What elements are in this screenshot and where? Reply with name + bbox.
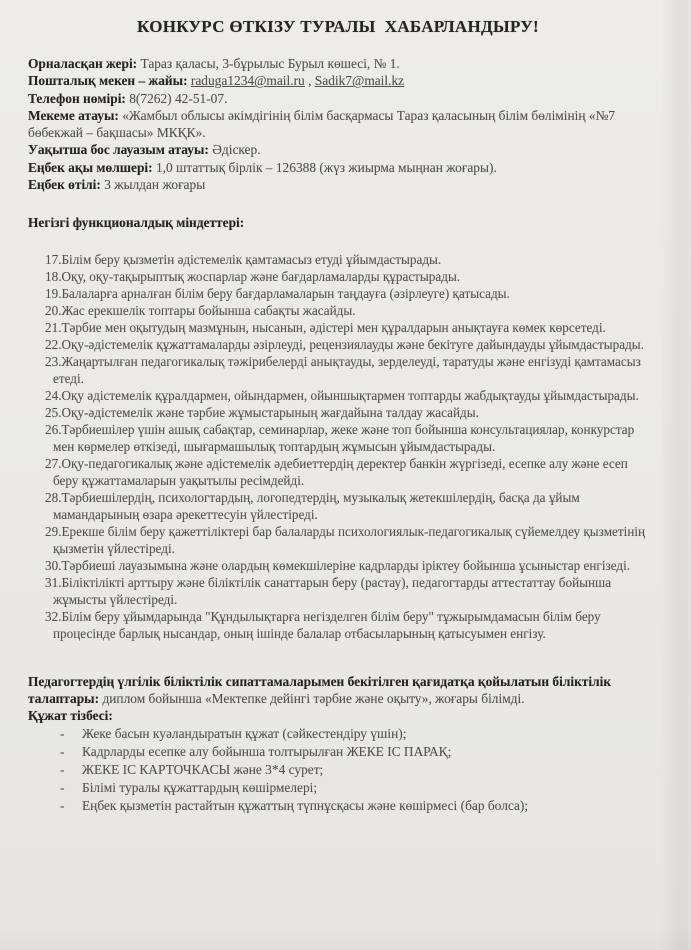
duties-list bbox=[45, 251, 648, 642]
duty-number: 29. bbox=[45, 523, 62, 539]
organization-label: Мекеме атауы: bbox=[28, 107, 119, 123]
email-separator: , bbox=[304, 73, 315, 89]
duty-item bbox=[45, 557, 648, 574]
experience-value: 3 жылдан жоғары bbox=[100, 177, 206, 193]
duty-item bbox=[45, 319, 648, 336]
duty-number: 21. bbox=[45, 319, 62, 335]
duty-text: Білім беру қызметін әдістемелік қамтамасыз етуді ұйымдастырады. bbox=[61, 251, 442, 267]
qualification-paragraph bbox=[28, 673, 648, 708]
phone-value: 8(7262) 42-51-07. bbox=[125, 90, 228, 106]
duty-text: Тәрбиеші лауазымына және олардың көмекшілеріне кадрларды іріктеу бойынша ұсыныстар енгізеді. bbox=[61, 557, 631, 573]
duty-number: 24. bbox=[45, 387, 62, 403]
document-item-text: Білімі туралы құжаттардың көшірмелері; bbox=[82, 779, 318, 795]
duty-number: 18. bbox=[45, 268, 62, 284]
duty-number: 27. bbox=[45, 455, 62, 471]
duty-number: 32. bbox=[45, 608, 62, 624]
organization-value: «Жамбыл облысы әкімдігінің білім басқармасы Тараз қаласының білім бөлімінің «№7 бөбекжай – бақшасы» МКҚК». bbox=[28, 107, 616, 141]
email-label: Пошталық мекен – жайы: bbox=[28, 73, 188, 89]
documents-heading: Құжат тізбесі: bbox=[28, 708, 113, 724]
duty-number: 25. bbox=[45, 404, 62, 420]
duty-number: 23. bbox=[45, 353, 62, 369]
duty-item bbox=[45, 251, 648, 268]
dash-bullet: - bbox=[60, 761, 65, 777]
position-field bbox=[28, 141, 648, 158]
document-item-text: ЖЕКЕ ІС КАРТОЧКАСЫ және 3*4 сурет; bbox=[82, 761, 324, 777]
email-link-1[interactable]: raduga1234@mail.ru bbox=[190, 73, 305, 89]
duty-item bbox=[45, 285, 648, 302]
position-value: Әдіскер. bbox=[208, 142, 261, 158]
duty-item bbox=[45, 387, 648, 404]
duty-item bbox=[45, 523, 648, 557]
duty-text: Оқу, оқу-тақырыптық жоспарлар және бағдарламаларды құрастырады. bbox=[61, 268, 461, 284]
position-label: Уақытша бос лауазым атауы: bbox=[28, 142, 209, 158]
duty-text: Балаларға арналған білім беру бағдарламаларын таңдауға (әзірлеуге) қатысады. bbox=[61, 285, 510, 301]
document-item bbox=[28, 797, 648, 815]
duty-text: Тәрбиешілер үшін ашық сабақтар, семинарлар, жеке және топ бойынша консультациялар, конкурстар мен көрмелер өткізеді, шығармашылық топтардың жұмысын ұйымдастырады. bbox=[53, 421, 635, 454]
duty-item bbox=[45, 302, 648, 319]
duty-number: 22. bbox=[45, 336, 62, 352]
email-link-2[interactable]: Sadik7@mail.kz bbox=[314, 73, 405, 89]
duty-text: Оқу-әдістемелік құжаттамаларды әзірлеуді, рецензиялауды және бекітуге дайындауды ұйымдастырады. bbox=[61, 336, 644, 352]
salary-label: Еңбек ақы мөлшері: bbox=[28, 159, 153, 175]
salary-field bbox=[28, 159, 648, 176]
organization-field bbox=[28, 107, 648, 142]
document-item bbox=[28, 743, 648, 761]
duty-item bbox=[45, 608, 648, 642]
documents-list bbox=[28, 725, 648, 815]
document-item-text: Кадрларды есепке алу бойынша толтырылған ЖЕКЕ ІС ПАРАҚ; bbox=[82, 743, 452, 759]
salary-value: 1,0 штаттық бірлік – 126388 (жүз жиырма мыңнан жоғары). bbox=[152, 159, 497, 175]
dash-bullet: - bbox=[60, 779, 65, 795]
duty-item bbox=[45, 353, 648, 387]
duty-number: 17. bbox=[45, 251, 62, 267]
duty-text: Тәрбие мен оқытудың мазмұнын, нысанын, әдістері мен құралдарын анықтауға көмек көрсетеді. bbox=[61, 319, 606, 335]
qualification-bold: Педагогтердің үлгілік біліктілік сипаттамаларымен бекітілген қағидатқа қойылатын біліктілік талаптары: bbox=[28, 673, 612, 706]
duty-item bbox=[45, 455, 648, 489]
duty-item bbox=[45, 489, 648, 523]
duty-text: Тәрбиешілердің, психологтардың, логопедтердің, музыкалық жетекшілердің, басқа да ұйым мамандарының өзара әрекеттесуін үйлестіреді. bbox=[53, 489, 580, 522]
duty-number: 30. bbox=[45, 557, 62, 573]
duty-number: 20. bbox=[45, 302, 62, 318]
experience-label: Еңбек өтілі: bbox=[28, 177, 101, 193]
dash-bullet: - bbox=[60, 797, 65, 813]
duty-text: Оқу-педагогикалық және әдістемелік әдебиеттердің деректер банкін жүргізеді, есепке алу және есеп беру құжаттамаларын уақытылы ресімдейді. bbox=[53, 455, 628, 488]
duty-number: 26. bbox=[45, 421, 62, 437]
document-item-text: Жеке басын куәландыратын құжат (сәйкестендіру үшін); bbox=[82, 725, 407, 741]
duty-text: Оқу-әдістемелік және тәрбие жұмыстарының жағдайына талдау жасайды. bbox=[61, 404, 479, 420]
dash-bullet: - bbox=[60, 725, 65, 741]
email-field bbox=[28, 72, 648, 89]
location-label: Орналасқан жері: bbox=[28, 56, 138, 71]
duty-item bbox=[45, 421, 648, 455]
duty-item bbox=[45, 404, 648, 421]
document-title: КОНКУРС ӨТКІЗУ ТУРАЛЫ ХАБАРЛАНДЫРУ! bbox=[136, 17, 539, 36]
duty-item bbox=[45, 574, 648, 608]
qualification-text: диплом бойынша «Мектепке дейінгі тәрбие және оқыту», жоғары білімді. bbox=[99, 690, 525, 706]
phone-field bbox=[28, 90, 648, 107]
duties-heading: Негізгі функционалдық міндеттері: bbox=[28, 215, 245, 231]
duty-text: Оқу әдістемелік құралдармен, ойындармен, ойыншықтармен топтарды жабдықтауды ұйымдастырады. bbox=[61, 387, 639, 403]
duty-item bbox=[45, 268, 648, 285]
duty-text: Ерекше білім беру қажеттіліктері бар балаларды психологиялык-педагогикалық сүйемелдеу қызметінің қызметін үйлестіреді. bbox=[53, 523, 646, 556]
duty-text: Жаңартылған педагогикалық тәжірибелерді анықтауды, зерделеуді, таратуды және енгізуді қамтамасыз етеді. bbox=[53, 353, 641, 386]
duty-number: 31. bbox=[45, 574, 62, 590]
document-item bbox=[28, 725, 648, 743]
document-item-text: Еңбек қызметін растайтын құжаттың түпнұсқасы және көшірмесі (бар болса); bbox=[82, 797, 529, 813]
duty-text: Біліктілікті арттыру және біліктілік санаттарын беру (растау), педагогтарды аттестаттау бойынша жұмысты үйлестіреді. bbox=[53, 574, 612, 607]
phone-label: Телефон нөмірі: bbox=[28, 90, 126, 106]
duty-text: Білім беру ұйымдарында "Құндылықтарға негізделген білім беру" тұжырымдамасын білім беру процесінде барлық нысандар, оның ішінде балалар отбасыларының қатысуымен енгізу. bbox=[53, 608, 601, 641]
dash-bullet: - bbox=[60, 743, 65, 759]
location-field bbox=[28, 55, 648, 72]
duty-number: 28. bbox=[45, 489, 62, 505]
duty-item bbox=[45, 336, 648, 353]
document-item bbox=[28, 779, 648, 797]
experience-field bbox=[28, 176, 648, 193]
header-fields bbox=[28, 55, 648, 193]
document-item bbox=[28, 761, 648, 779]
location-value: Тараз қаласы, 3-бұрылыс Бурыл көшесі, № 1. bbox=[137, 56, 400, 71]
duty-number: 19. bbox=[45, 285, 62, 301]
duty-text: Жас ерекшелік топтары бойынша сабақты жасайды. bbox=[61, 302, 356, 318]
